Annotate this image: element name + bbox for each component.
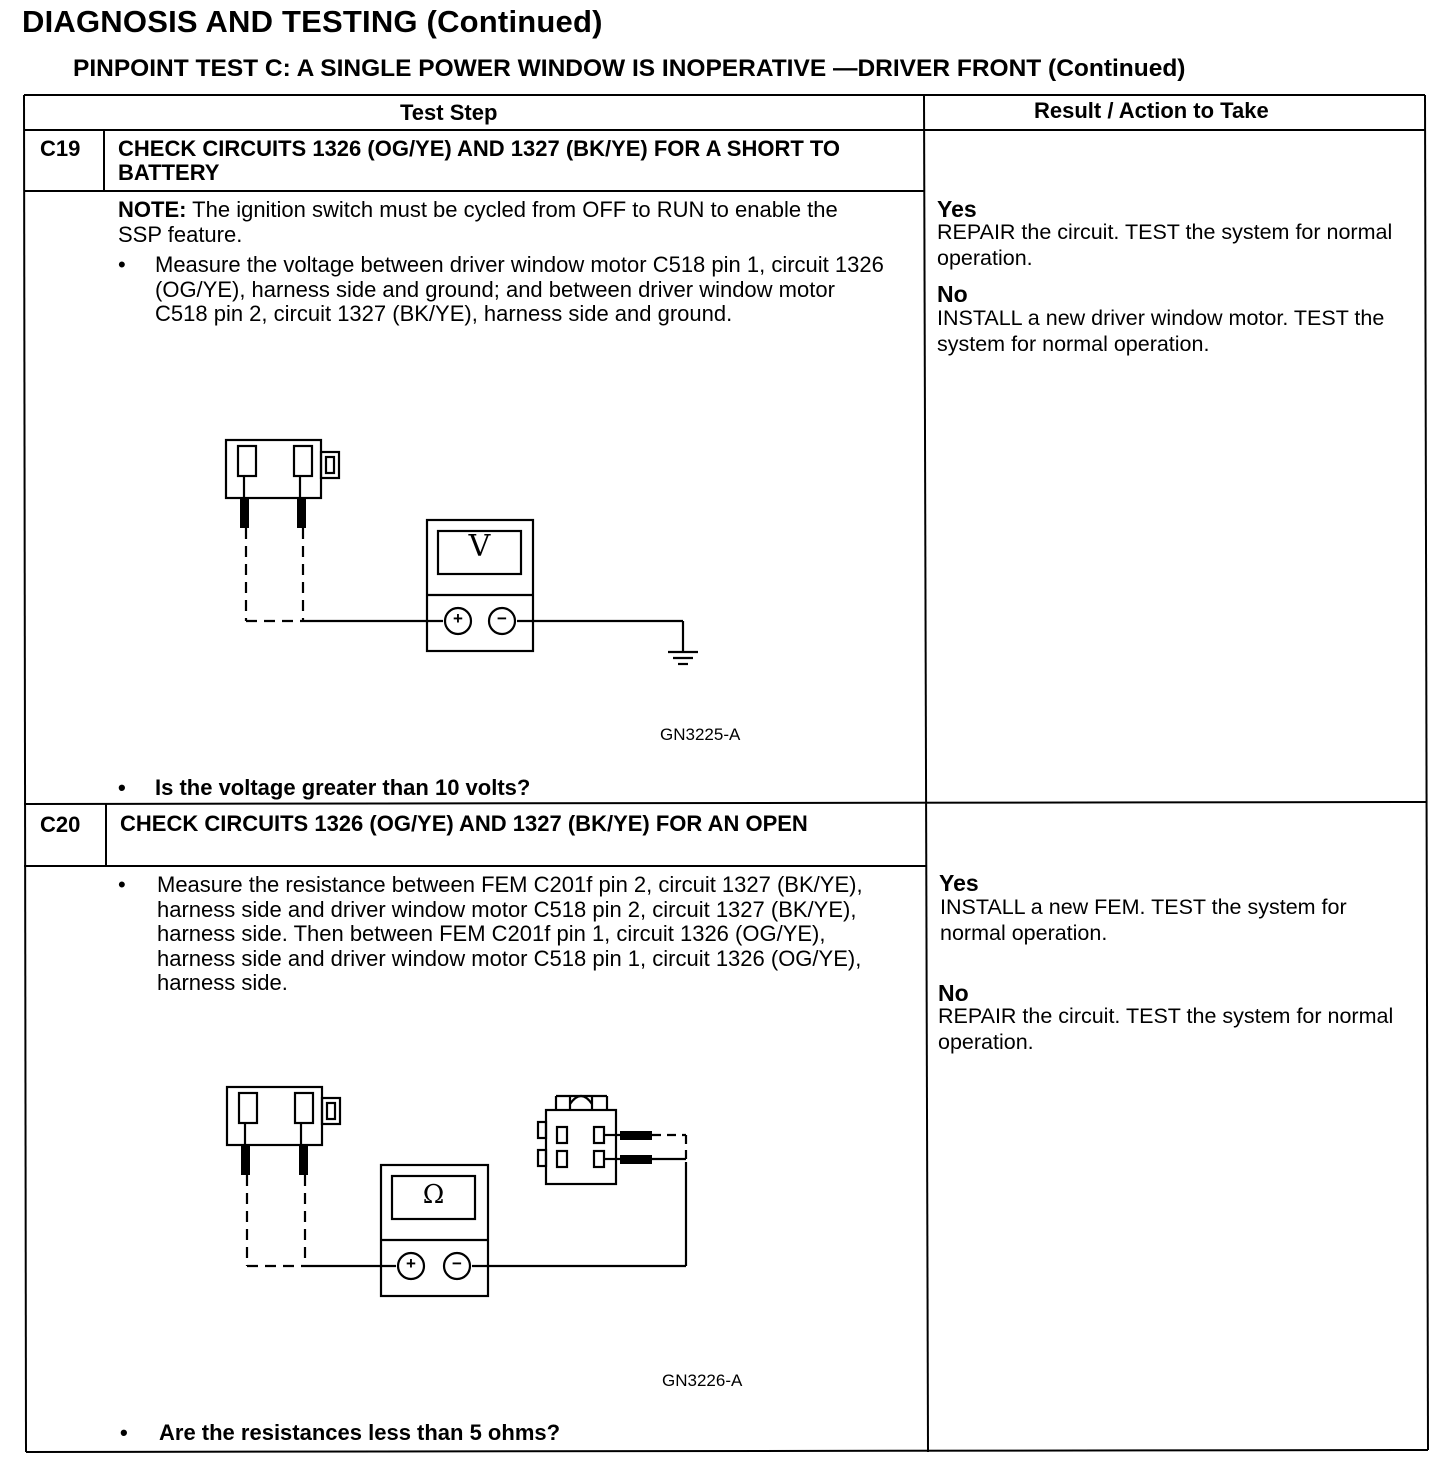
question-text: Are the resistances less than 5 ohms? — [159, 1420, 561, 1445]
ohm-symbol: Ω — [422, 1180, 445, 1210]
step-id: C20 — [40, 812, 81, 837]
note-label: NOTE: — [118, 197, 187, 222]
column-header-result: Result / Action to Take — [1034, 98, 1269, 123]
probe-4 — [620, 1155, 652, 1164]
result-no-text: REPAIR the circuit. TEST the system for normal operation. — [938, 1004, 1394, 1054]
fem-connector — [546, 1110, 616, 1184]
result-yes-label: Yes — [939, 870, 979, 896]
step-title: CHECK CIRCUITS 1326 (OG/YE) AND 1327 (BK/YE) FOR A SHORT TO BATTERY — [118, 136, 841, 185]
question-bullet: • — [118, 775, 126, 800]
question-text: Is the voltage greater than 10 volts? — [155, 775, 531, 800]
figure-code: GN3226-A — [662, 1371, 743, 1390]
step-title: CHECK CIRCUITS 1326 (OG/YE) AND 1327 (BK/YE) FOR AN OPEN — [120, 811, 808, 836]
result-no-label: No — [938, 980, 969, 1006]
result-no-text: INSTALL a new driver window motor. TEST the system for normal operation. — [937, 306, 1385, 356]
page-title: DIAGNOSIS AND TESTING (Continued) — [22, 4, 603, 39]
instruction-text: Measure the voltage between driver window motor C518 pin 1, circuit 1326 (OG/YE), harness side and ground; and between driver window motor C518 pin 2, circuit 1327 (BK/YE), harness side and ground. — [155, 252, 884, 326]
result-yes-text: REPAIR the circuit. TEST the system for normal operation. — [937, 220, 1393, 270]
plus-terminal: + — [406, 1254, 416, 1273]
result-yes-text: INSTALL a new FEM. TEST the system for normal operation. — [940, 895, 1347, 945]
instruction-text: Measure the resistance between FEM C201f pin 2, circuit 1327 (BK/YE), harness side and driver window motor C518 pin 2, circuit 1327 (BK/YE), harness side. Then between FEM C201f pin 1, circuit 1326 (OG/YE), harness side and driver window motor C518 pin 1, circuit 1326 (OG/YE), harness side. — [157, 872, 863, 995]
probe-3 — [620, 1131, 652, 1140]
result-no-label: No — [937, 281, 968, 307]
volt-symbol: V — [468, 529, 491, 564]
pinpoint-test-title: PINPOINT TEST C: A SINGLE POWER WINDOW IS INOPERATIVE —DRIVER FRONT (Continued) — [73, 55, 1186, 82]
figure-code: GN3225-A — [660, 725, 741, 744]
probe-2 — [299, 1145, 308, 1175]
probe-1 — [241, 1145, 250, 1175]
bullet-icon: • — [118, 252, 126, 277]
result-yes-label: Yes — [937, 196, 977, 222]
bullet-icon: • — [118, 872, 126, 897]
note-text: The ignition switch must be cycled from OFF to RUN to enable the SSP feature. — [118, 197, 838, 247]
minus-terminal: − — [497, 609, 507, 628]
question-bullet: • — [120, 1420, 128, 1445]
step-id: C19 — [40, 136, 81, 161]
minus-terminal: − — [452, 1254, 462, 1273]
column-header-test-step: Test Step — [400, 100, 498, 125]
plus-terminal: + — [453, 609, 463, 628]
motor-connector — [227, 1087, 322, 1145]
